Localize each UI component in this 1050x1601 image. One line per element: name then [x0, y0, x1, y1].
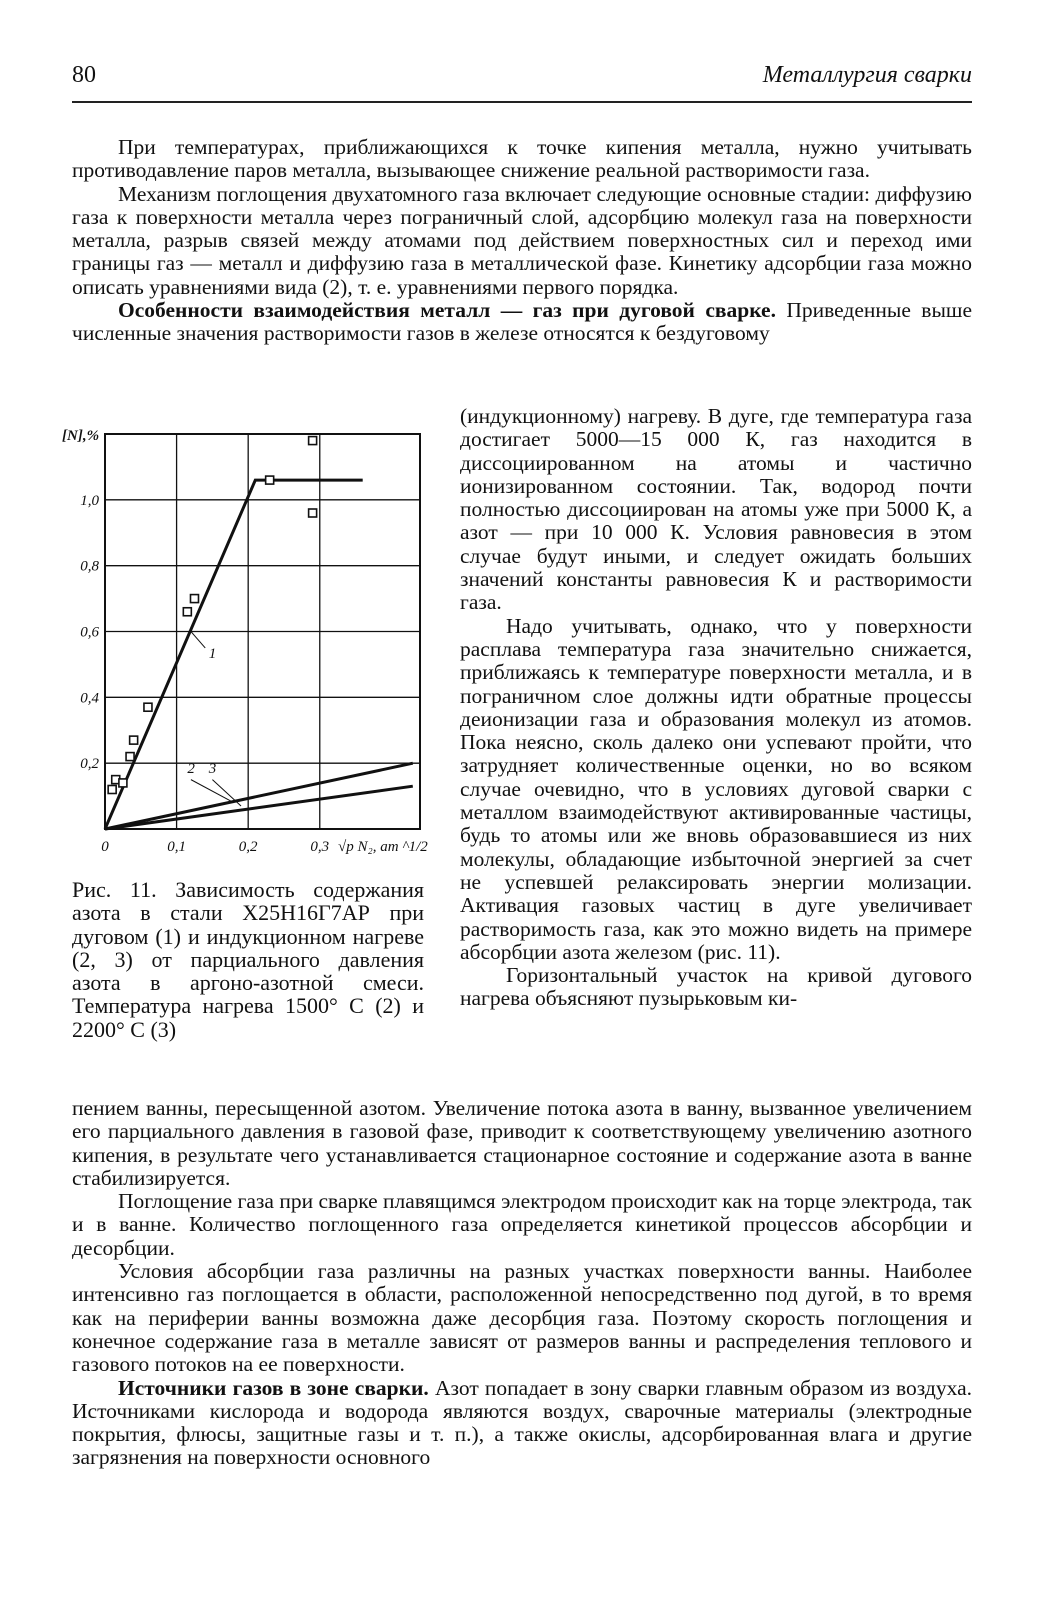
y-tick-label: 0,2: [80, 756, 99, 773]
section-heading-sources: Источники газов в зоне сварки.: [118, 1375, 429, 1400]
section-heading-arc: Особенности взаимодействия металл — газ при дуговой сварке.: [118, 298, 776, 323]
data-point: [309, 509, 317, 517]
column-paragraph-3: Горизонтальный участок на кривой дугового нагрева объясняют пузырьковым ки-: [460, 963, 972, 1011]
page-number: 80: [72, 62, 96, 88]
data-point: [108, 786, 116, 794]
text-column-right: [460, 405, 972, 1011]
page-header: [72, 62, 972, 102]
data-point: [309, 437, 317, 445]
data-point: [130, 736, 138, 744]
data-point: [266, 476, 274, 484]
chart-svg: [58, 416, 440, 866]
series-label-leader-1: [191, 632, 205, 648]
paragraph-2: Механизм поглощения двухатомного газа включает следующие основные стадии: диффузию газа к поверхности металла через пограничный слой, адсорбцию молекул газа на поверхности металла, разрыв связей между атомами под действием поверхностных сил и переход ими границы газ — металл и диффузию газа в металлической фазе. Кинетику адсорбции газа можно описать уравнениями вида (2), т. е. уравнениями первого порядка.: [72, 181, 972, 299]
y-tick-label: 1,0: [80, 492, 99, 509]
series-line-2: [105, 763, 413, 829]
y-tick-label: 0,4: [80, 690, 99, 707]
x-tick-label: 0,1: [167, 839, 186, 855]
series-label-3: 3: [208, 761, 217, 778]
paragraph-1: При температурах, приближающихся к точке кипения металла, нужно учитывать противодавление паров металла, вызывающее снижение реальной растворимости газа.: [72, 135, 972, 183]
data-point: [144, 703, 152, 711]
y-axis-label: [N],%: [62, 428, 100, 444]
paragraph-3: [72, 299, 972, 346]
paragraph-7: [72, 1377, 972, 1470]
header-rule: [72, 101, 972, 103]
text-block-top: [72, 136, 972, 346]
data-point: [126, 753, 134, 761]
x-axis-label: √p N₂, ат ^1/2: [338, 839, 428, 855]
figure-chart: [58, 416, 440, 866]
running-title: Металлургия сварки: [762, 62, 972, 88]
paragraph-4: пением ванны, пересыщенной азотом. Увеличение потока азота в ванну, вызванное увеличением его парциального давления в газовой фазе, приводит к соответствующему увеличению азотного кипения, в результате чего устанавливается стационарное состояние и содержание азота в ванне стабилизируется.: [72, 1096, 972, 1190]
series-label-2: 2: [187, 761, 195, 778]
series-label-leader-2: [191, 780, 234, 803]
figure-caption: Рис. 11. Зависимость содержания азота в стали Х25Н16Г7АР при дуговом (1) и индукционном нагреве (2, 3) от парциального давления азота в аргоно-азотной смеси. Температура нагрева 1500° С (2) и 2200° С (3): [72, 877, 424, 1042]
x-tick-label: 0,2: [238, 839, 258, 855]
series-label-1: 1: [208, 645, 217, 662]
paragraph-6: Условия абсорбции газа различны на разных участках поверхности ванны. Наиболее интенсивно газ поглощается в области, расположенной непосредственно под дугой, в то время как на периферии ванны возможна даже десорбция газа. Поэтому скорость поглощения и конечное содержание газа в металле зависят от размеров ванны и распределения теплового и газового потоков на ее поверхности.: [72, 1259, 972, 1377]
column-paragraph-1: (индукционному) нагреву. В дуге, где температура газа достигает 5000—15 000 К, газ находится в диссоциированном на атомы и частично ионизированном состоянии. Так, водород почти полностью диссоциирован на атомы уже при 5000 К, а азот — при 10 000 К. Условия равновесия в этом случае будут иными, и следует ожидать больших значений константы равновесия К и растворимости газа.: [460, 404, 972, 615]
paragraph-3-text: Приведенные выше численные значения растворимости газов в железе относятся к бездуговому: [72, 298, 972, 346]
data-point: [190, 595, 198, 603]
paragraph-5: Поглощение газа при сварке плавящимся электродом происходит как на торце электрода, так и в ванне. Количество поглощенного газа определяется кинетикой процессов абсорбции и десорбции.: [72, 1189, 972, 1260]
x-tick-label: 0,3: [310, 839, 330, 855]
y-tick-label: 0,8: [80, 558, 99, 575]
data-point: [119, 779, 127, 787]
column-paragraph-2: Надо учитывать, однако, что у поверхности расплава температура газа значительно снижается, приближаясь к температуре поверхности металла, и в пограничном слое должны идти обратные процессы деионизации газа и образования молекул из атомов. Пока неясно, сколь далеко они успевают пройти, что затрудняет количественные оценки, но во всяком случае очевидно, что в условиях дуговой сварки с металлом взаимодействуют активированные частицы, будь то атомы или же вновь образовавшиеся из них молекулы, обладающие избыточной энергией за счет не успевшей релаксировать энергии молизации. Активация газовых частиц в дуге увеличивает растворимость газа, как это можно видеть на примере абсорбции азота железом (рис. 11).: [460, 613, 972, 964]
x-tick-label: 0: [101, 839, 109, 855]
y-tick-label: 0,6: [80, 624, 99, 641]
series-line-3: [105, 786, 413, 829]
paragraph-7-text: Азот попадает в зону сварки главным образом из воздуха. Источниками кислорода и водорода являются воздух, сварочные материалы (электродные покрытия, флюсы, защитные газы и т. п.), а также окислы, адсорбированная влага и другие загрязнения на поверхности основного: [72, 1375, 972, 1470]
text-block-bottom: [72, 1097, 972, 1470]
data-point: [183, 608, 191, 616]
series-line-1: [105, 480, 363, 829]
